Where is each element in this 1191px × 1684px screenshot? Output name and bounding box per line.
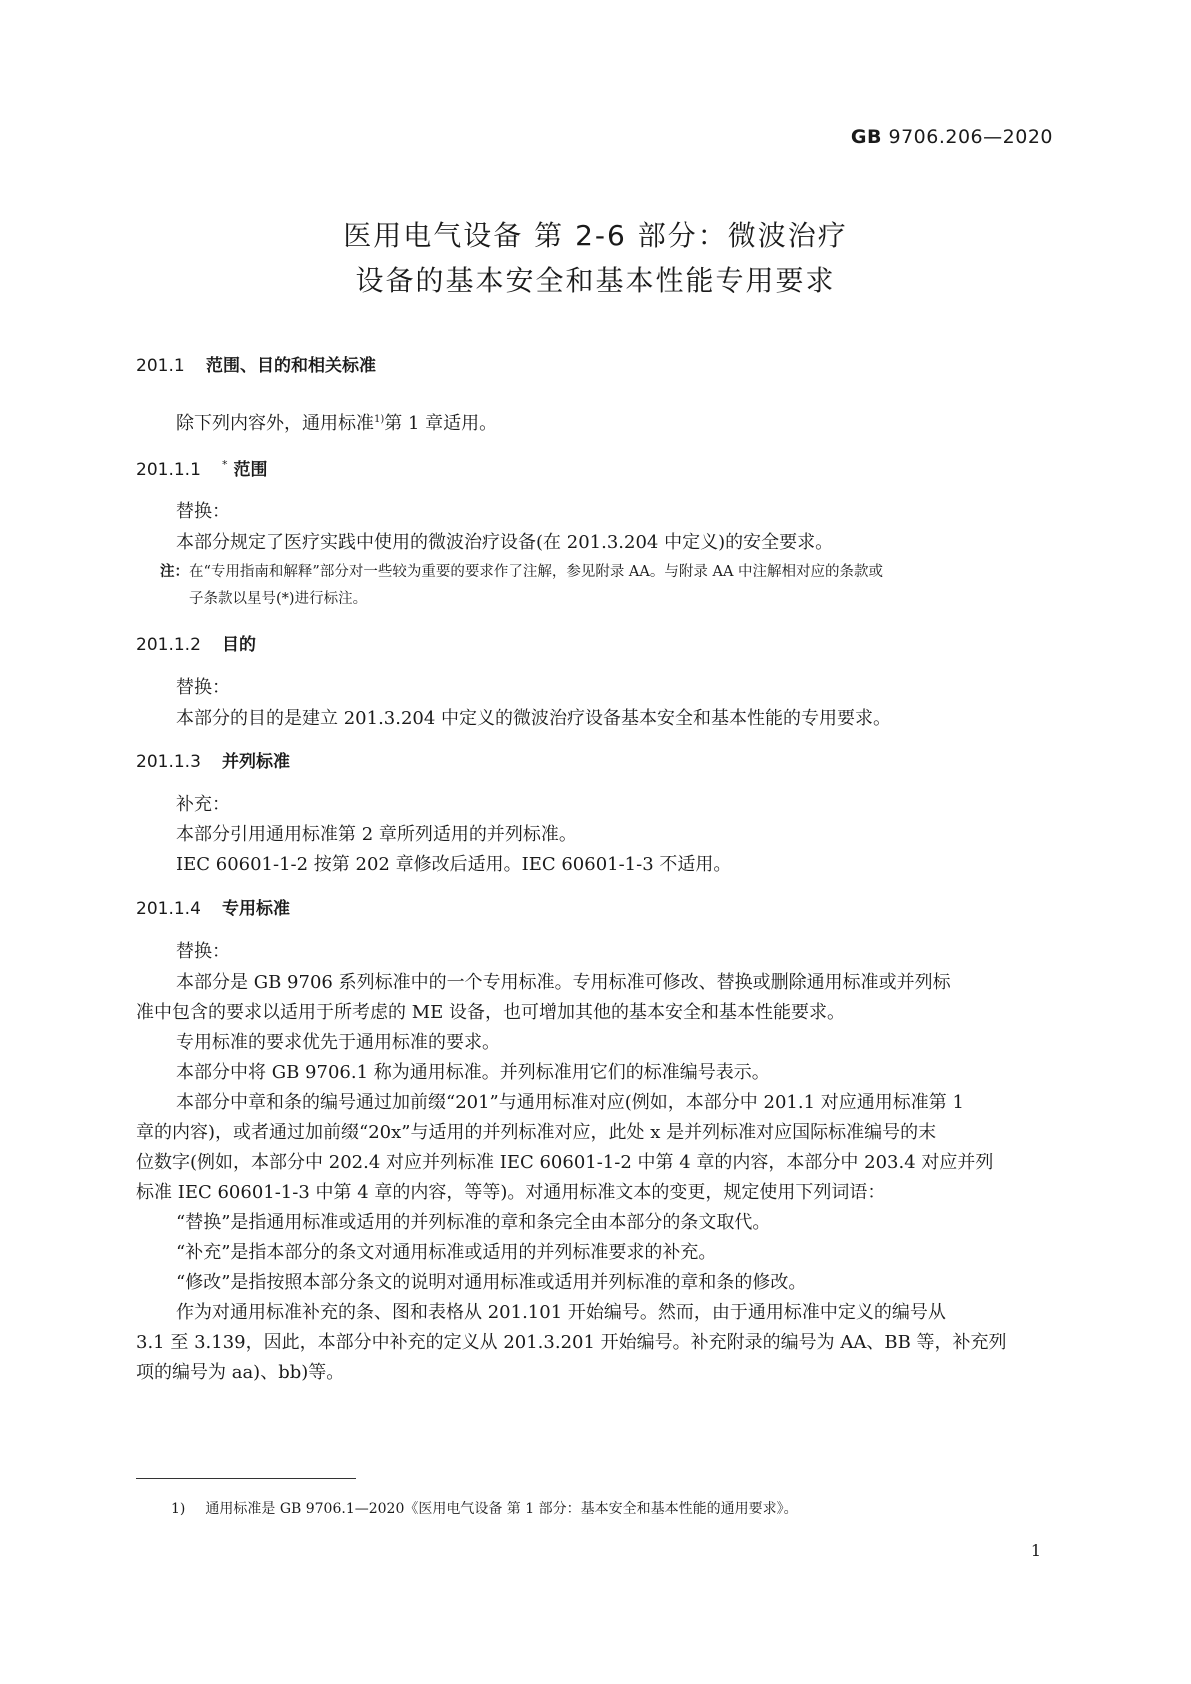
clause-title: 范围 xyxy=(233,460,268,480)
particular-para2: 专用标准的要求优先于通用标准的要求。 xyxy=(176,1032,500,1053)
clause-201-1 xyxy=(136,351,376,376)
intro-text: 除下列内容外，通用标准 xyxy=(176,413,374,434)
note-label: 注： xyxy=(160,563,189,580)
supplement-label: 补充： xyxy=(176,794,230,815)
scope-text: 本部分规定了医疗实践中使用的微波治疗设备(在 201.3.204 中定义)的安全要求。 xyxy=(176,532,834,553)
footnote-text: 通用标准是 GB 9706.1—2020《医用电气设备 第 1 部分：基本安全和基本性能的通用要求》。 xyxy=(205,1501,798,1517)
note-line2: 子条款以星号(*)进行标注。 xyxy=(189,591,368,607)
clause-number: 201.1.3 xyxy=(136,752,201,772)
page-number: 1 xyxy=(1030,1541,1041,1560)
replace-label: 替换： xyxy=(176,501,230,522)
footnote-ref: 1) xyxy=(374,414,385,425)
page-title-line1: 医用电气设备 第 2-6 部分：微波治疗 xyxy=(343,219,848,252)
collateral-text2: IEC 60601-1-2 按第 202 章修改后适用。IEC 60601-1-3 不适用。 xyxy=(176,854,732,875)
clause-201-1-2 xyxy=(136,630,256,655)
clause-title: 专用标准 xyxy=(222,899,290,919)
star-mark: * xyxy=(222,458,228,472)
replace-label: 替换： xyxy=(176,677,230,698)
particular-para3: 本部分中将 GB 9706.1 称为通用标准。并列标准用它们的标准编号表示。 xyxy=(176,1062,770,1083)
particular-para8-line1: 作为对通用标准补充的条、图和表格从 201.101 开始编号。然而，由于通用标准中定义的编号从 xyxy=(176,1302,946,1323)
purpose-text: 本部分的目的是建立 201.3.204 中定义的微波治疗设备基本安全和基本性能的专用要求。 xyxy=(176,708,892,729)
footnote xyxy=(171,1498,798,1518)
intro-text-end: 第 1 章适用。 xyxy=(384,413,498,434)
clause-201-1-3 xyxy=(136,747,290,772)
note-line1 xyxy=(160,560,883,581)
particular-para1-line2: 准中包含的要求以适用于所考虑的 ME 设备，也可增加其他的基本安全和基本性能要求。 xyxy=(136,1002,846,1023)
page-title-line2: 设备的基本安全和基本性能专用要求 xyxy=(355,264,836,297)
particular-para6: “补充”是指本部分的条文对通用标准或适用的并列标准要求的补充。 xyxy=(176,1242,717,1263)
clause-number: 201.1.2 xyxy=(136,635,201,655)
clause-number: 201.1.1 xyxy=(136,460,201,480)
standard-code xyxy=(851,126,1053,148)
clause-title: 范围、目的和相关标准 xyxy=(206,356,376,376)
footnote-divider xyxy=(136,1478,356,1479)
particular-para5: “替换”是指通用标准或适用的并列标准的章和条完全由本部分的条文取代。 xyxy=(176,1212,771,1233)
standard-code-number: 9706.206—2020 xyxy=(888,126,1053,148)
particular-para8-line3: 项的编号为 aa)、bb)等。 xyxy=(136,1362,345,1383)
footnote-mark: 1) xyxy=(171,1501,186,1517)
clause-title: 并列标准 xyxy=(222,752,290,772)
standard-code-prefix: GB xyxy=(850,126,882,148)
note-text: 在“专用指南和解释”部分对一些较为重要的要求作了注解，参见附录 AA。与附录 AA 中注解相对应的条款或 xyxy=(189,564,884,580)
intro-paragraph xyxy=(176,409,497,435)
particular-para7: “修改”是指按照本部分条文的说明对通用标准或适用并列标准的章和条的修改。 xyxy=(176,1272,807,1293)
particular-para4-line4: 标准 IEC 60601-1-3 中第 4 章的内容，等等)。对通用标准文本的变更，规定使用下列词语： xyxy=(136,1182,886,1203)
clause-201-1-4 xyxy=(136,894,290,919)
particular-para4-line1: 本部分中章和条的编号通过加前缀“201”与通用标准对应(例如，本部分中 201.1 对应通用标准第 1 xyxy=(176,1092,964,1113)
particular-para4-line3: 位数字(例如，本部分中 202.4 对应并列标准 IEC 60601-1-2 中第 4 章的内容，本部分中 203.4 对应并列 xyxy=(136,1152,994,1173)
clause-201-1-1 xyxy=(136,455,268,480)
replace-label: 替换： xyxy=(176,941,230,962)
particular-para8-line2: 3.1 至 3.139，因此，本部分中补充的定义从 201.3.201 开始编号。补充附录的编号为 AA、BB 等，补充列 xyxy=(136,1332,1007,1353)
collateral-text1: 本部分引用通用标准第 2 章所列适用的并列标准。 xyxy=(176,824,577,845)
particular-para1-line1: 本部分是 GB 9706 系列标准中的一个专用标准。专用标准可修改、替换或删除通用标准或并列标 xyxy=(176,972,951,993)
particular-para4-line2: 章的内容)，或者通过加前缀“20x”与适用的并列标准对应，此处 x 是并列标准对应国际标准编号的末 xyxy=(136,1122,937,1143)
clause-title: 目的 xyxy=(222,635,256,655)
clause-number: 201.1.4 xyxy=(136,899,201,919)
clause-number: 201.1 xyxy=(136,356,185,376)
